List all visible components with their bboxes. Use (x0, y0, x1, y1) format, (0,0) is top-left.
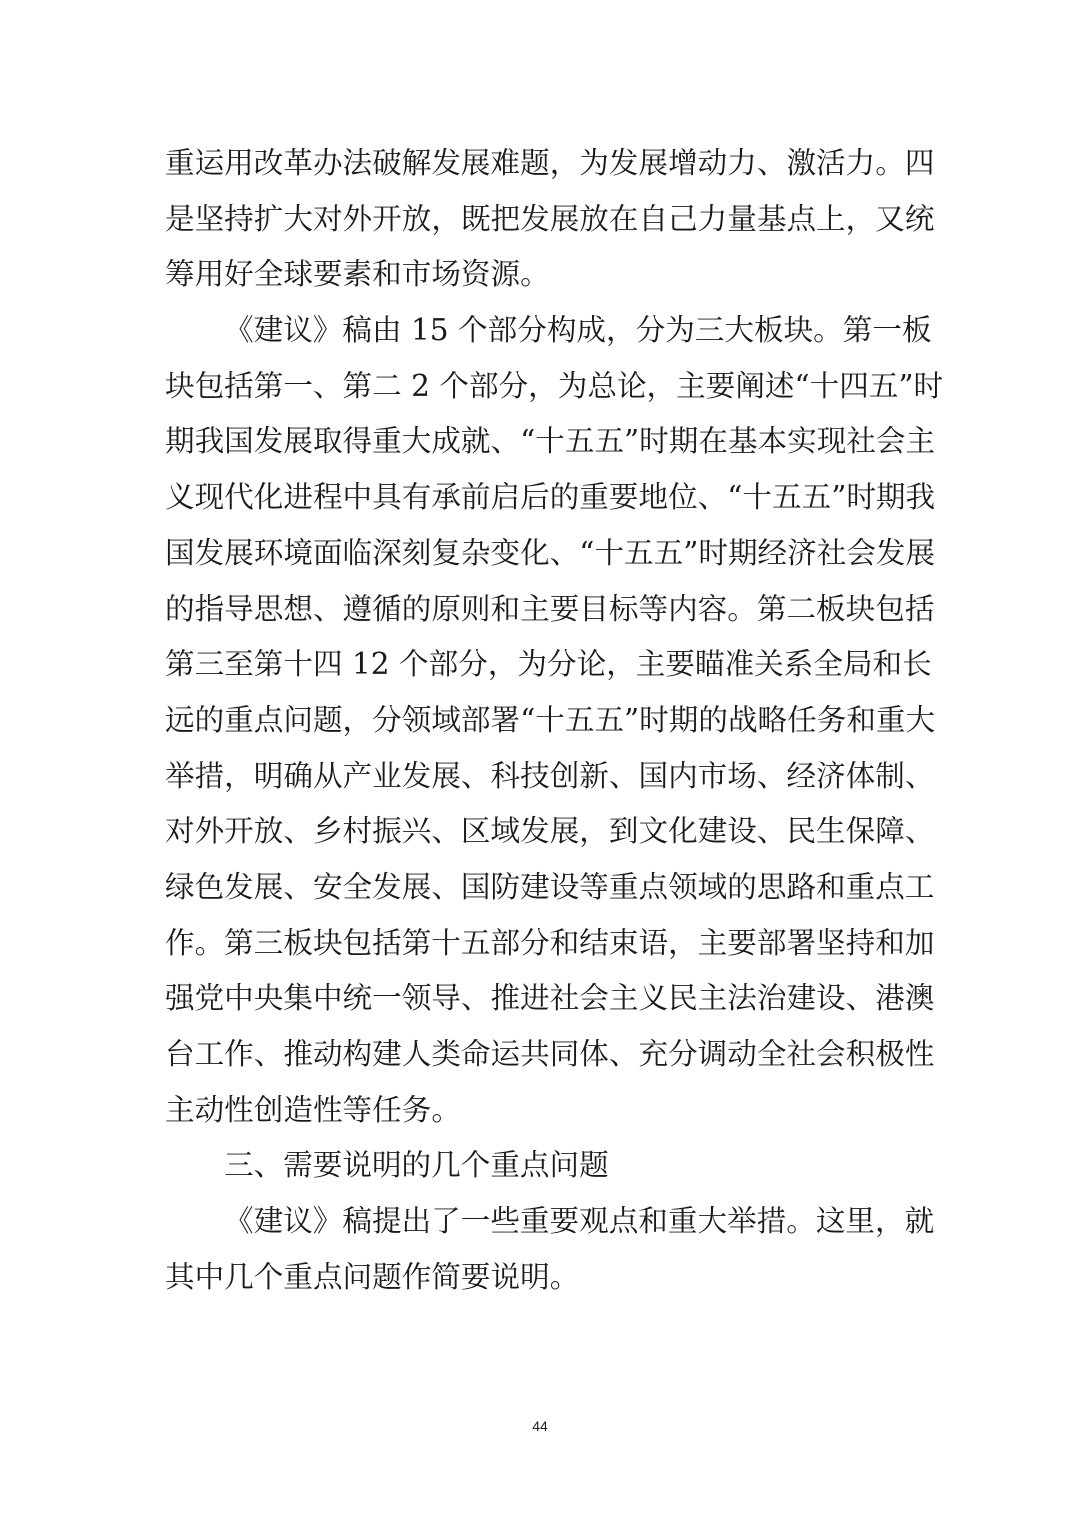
text-line: 主动性创造性等任务。 (165, 1092, 461, 1127)
text-line: 重运用改革办法破解发展难题，为发展增动力、激活力。四 (165, 146, 935, 180)
text-line: 强党中央集中统一领导、推进社会主义民主法治建设、港澳 (165, 981, 935, 1016)
paragraph-start-line: 《建议》稿由 15 个部分构成，分为三大板块。第一板 (224, 313, 932, 348)
text-line: 块包括第一、第二 2 个部分，为总论，主要阐述“十四五”时 (165, 368, 944, 403)
paragraph-start-line: 《建议》稿提出了一些重要观点和重大举措。这里，就 (224, 1204, 935, 1239)
page-number: 44 (532, 1418, 548, 1434)
text-line: 绿色发展、安全发展、国防建设等重点领域的思路和重点工 (165, 869, 935, 904)
text-line: 是坚持扩大对外开放，既把发展放在自己力量基点上，又统 (165, 201, 935, 236)
text-line: 其中几个重点问题作简要说明。 (165, 1259, 580, 1294)
text-line: 筹用好全球要素和市场资源。 (165, 257, 550, 292)
text-line: 义现代化进程中具有承前启后的重要地位、“十五五”时期我 (165, 480, 936, 515)
body-text (165, 136, 944, 1305)
text-line: 举措，明确从产业发展、科技创新、国内市场、经济体制、 (165, 758, 935, 793)
text-line: 期我国发展取得重大成就、“十五五”时期在基本实现社会主 (165, 424, 936, 459)
text-line: 的指导思想、遵循的原则和主要目标等内容。第二板块包括 (165, 591, 935, 626)
section-heading: 三、需要说明的几个重点问题 (224, 1148, 609, 1183)
text-line: 国发展环境面临深刻复杂变化、“十五五”时期经济社会发展 (165, 535, 936, 570)
text-line: 第三至第十四 12 个部分，为分论，主要瞄准关系全局和长 (165, 647, 932, 682)
text-line: 作。第三板块包括第十五部分和结束语，主要部署坚持和加 (165, 925, 935, 960)
text-line: 台工作、推动构建人类命运共同体、充分调动全社会积极性 (165, 1037, 935, 1071)
text-line: 远的重点问题，分领域部署“十五五”时期的战略任务和重大 (165, 702, 936, 737)
text-line: 对外开放、乡村振兴、区域发展，到文化建设、民生保障、 (165, 814, 935, 849)
